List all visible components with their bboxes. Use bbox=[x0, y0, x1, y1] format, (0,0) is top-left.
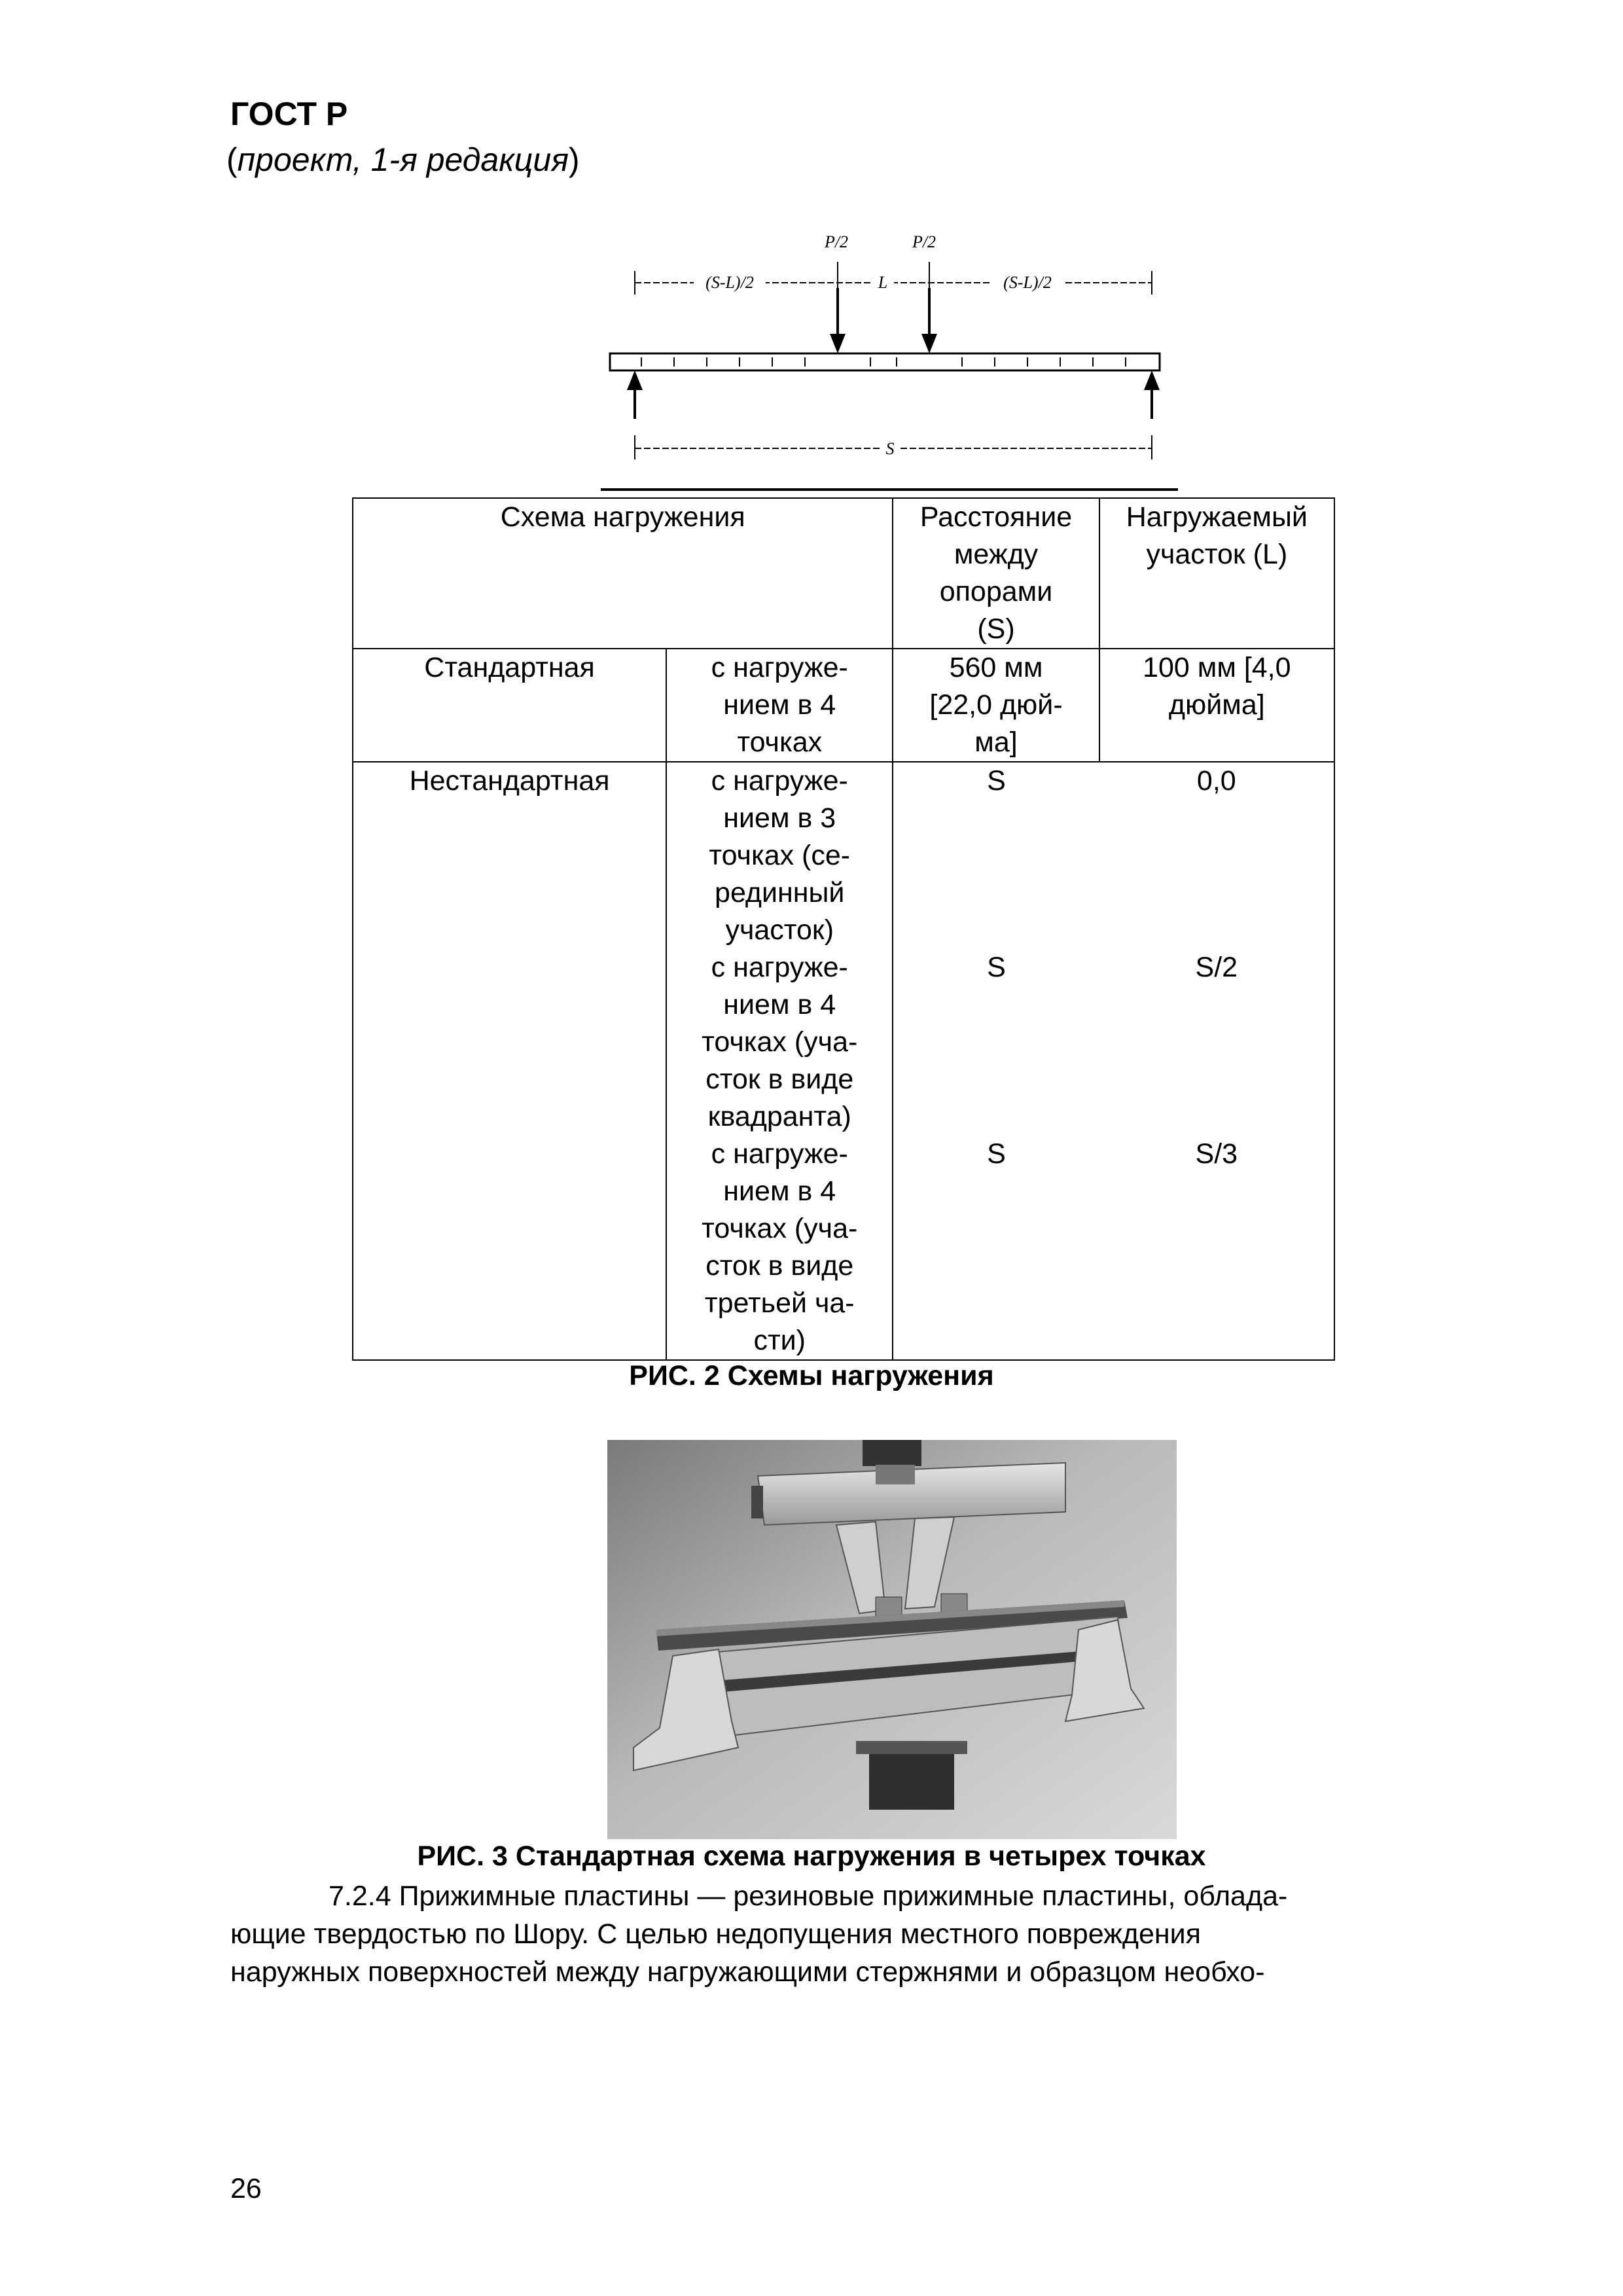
loading-diagram bbox=[589, 223, 1198, 497]
table-row bbox=[353, 762, 1334, 1360]
row-type: Нестандартная bbox=[353, 762, 666, 1360]
dim-mid-label: L bbox=[878, 273, 888, 292]
dim-span-label: S bbox=[885, 439, 895, 458]
test-fixture-photo bbox=[607, 1440, 1177, 1839]
dim-right-label: (S-L)/2 bbox=[1003, 273, 1052, 292]
row-variant: с нагруже- нием в 4 точках bbox=[666, 649, 893, 762]
header-distance: Расстояние между опорами (S) bbox=[893, 498, 1099, 649]
figure-2-caption: РИС. 2 Схемы нагружения bbox=[629, 1360, 994, 1391]
figure-3-caption: РИС. 3 Стандартная схема нагружения в четырех точках bbox=[417, 1840, 1206, 1872]
document-code: ГОСТ Р bbox=[230, 96, 348, 132]
load-right-label: P/2 bbox=[912, 232, 936, 251]
section-7-2-4-paragraph: 7.2.4 Прижимные пластины — резиновые прижимные пластины, облада- ющие твердостью по Шору. С целью недопущения местного повреждения наружных поверхностей между нагружающими стержнями и образцом необхо- bbox=[230, 1880, 1288, 1988]
row-variants: с нагруже- нием в 3 точках (се- рединный участок) с нагруже- нием в 4 точках (уча- сток в виде квадранта) с нагруже- нием в 4 точках (уча- сток в виде третьей ча- сти) bbox=[666, 762, 893, 1360]
document-status: (проект, 1-я редакция) bbox=[226, 141, 580, 178]
row-loaded-span: 100 мм [4,0 дюйма] bbox=[1099, 649, 1334, 762]
beam bbox=[610, 353, 1160, 370]
row-type: Стандартная bbox=[353, 649, 666, 762]
header-scheme: Схема нагружения bbox=[353, 498, 893, 649]
dim-left-label: (S-L)/2 bbox=[705, 273, 754, 292]
row-distance: S S S bbox=[893, 762, 1099, 1360]
row-loaded-span: 0,0 S/2 S/3 bbox=[1099, 762, 1334, 1360]
page-number: 26 bbox=[230, 2173, 262, 2204]
load-left-label: P/2 bbox=[824, 232, 849, 251]
row-distance: 560 мм [22,0 дюй- ма] bbox=[893, 649, 1099, 762]
loading-schemes-table bbox=[352, 497, 1335, 1361]
table-row bbox=[353, 649, 1334, 762]
header-loaded-span: Нагружаемый участок (L) bbox=[1099, 498, 1334, 649]
